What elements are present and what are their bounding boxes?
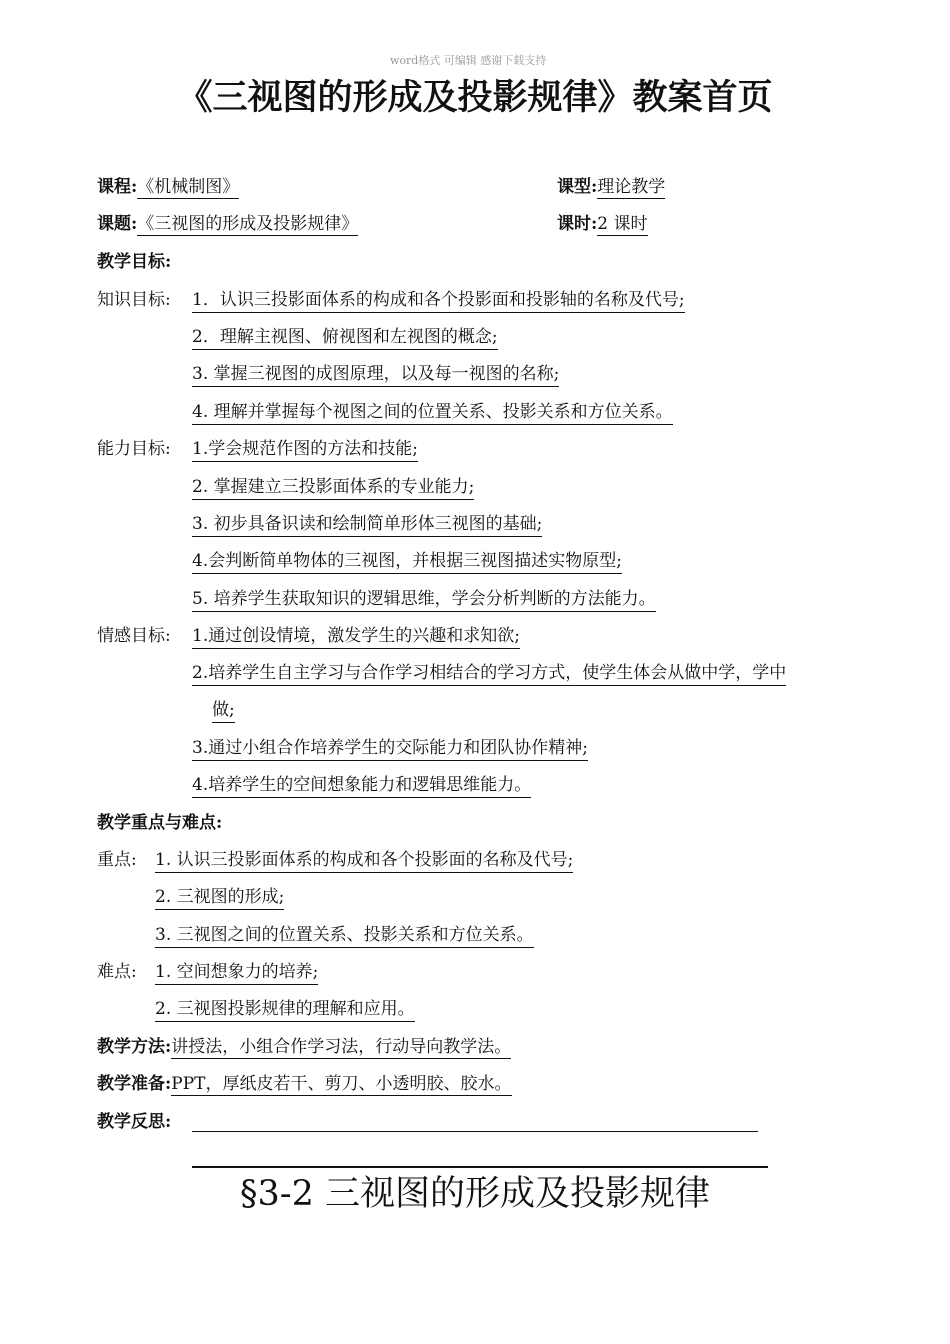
ability-item: 1.学会规范作图的方法和技能; — [192, 438, 418, 462]
emotion-item: 1.通过创设情境，激发学生的兴趣和求知欲; — [192, 625, 520, 649]
focus-item: 2. 三视图的形成; — [155, 886, 284, 910]
difficulty-item: 2. 三视图投影规律的理解和应用。 — [155, 998, 415, 1022]
course-type-label: 课型: — [557, 177, 598, 197]
difficulty-label: 难点: — [97, 962, 137, 982]
topic-label: 课题: — [97, 214, 138, 234]
key-points-heading: 教学重点与难点: — [97, 813, 223, 833]
reflection-label: 教学反思: — [97, 1112, 172, 1132]
topic-row — [97, 213, 358, 235]
emotion-item: 3.通过小组合作培养学生的交际能力和团队协作精神; — [192, 737, 588, 761]
method-row — [97, 1036, 511, 1058]
hours-value: 2 课时 — [597, 214, 648, 234]
emotion-label: 情感目标: — [97, 626, 171, 646]
focus-item: 3. 三视图之间的位置关系、投影关系和方位关系。 — [155, 924, 534, 948]
knowledge-item: 1．认识三投影面体系的构成和各个投影面和投影轴的名称及代号; — [192, 289, 685, 313]
course-row — [97, 176, 239, 198]
ability-item: 2. 掌握建立三投影面体系的专业能力; — [192, 476, 474, 500]
method-label: 教学方法: — [97, 1037, 172, 1057]
reflection-blank-line — [192, 1131, 758, 1132]
ability-item: 4.会判断简单物体的三视图，并根据三视图描述实物原型; — [192, 550, 622, 574]
difficulty-item: 1. 空间想象力的培养; — [155, 961, 318, 985]
emotion-item-continued: 做; — [212, 699, 235, 723]
emotion-item: 4.培养学生的空间想象能力和逻辑思维能力。 — [192, 774, 531, 798]
preparation-value: PPT，厚纸皮若干、剪刀、小透明胶、胶水。 — [171, 1074, 512, 1094]
method-value: 讲授法，小组合作学习法，行动导向教学法。 — [171, 1037, 512, 1057]
ability-item: 3. 初步具备识读和绘制简单形体三视图的基础; — [192, 513, 542, 537]
topic-value: 《三视图的形成及投影规律》 — [137, 214, 359, 234]
course-label: 课程: — [97, 177, 138, 197]
ability-item: 5. 培养学生获取知识的逻辑思维，学会分析判断的方法能力。 — [192, 588, 656, 612]
watermark: word格式 可编辑 感谢下载支持 — [390, 54, 547, 67]
knowledge-item: 4. 理解并掌握每个视图之间的位置关系、投影关系和方位关系。 — [192, 401, 673, 425]
hours-row — [557, 213, 648, 235]
preparation-label: 教学准备: — [97, 1074, 172, 1094]
course-type-row — [557, 176, 665, 198]
course-type-value: 理论教学 — [597, 177, 666, 197]
ability-label: 能力目标: — [97, 439, 171, 459]
focus-item: 1. 认识三投影面体系的构成和各个投影面的名称及代号; — [155, 849, 573, 873]
objectives-heading: 教学目标: — [97, 252, 172, 272]
section-title: §3-2 三视图的形成及投影规律 — [240, 1174, 710, 1214]
emotion-item: 2.培养学生自主学习与合作学习相结合的学习方式，使学生体会从做中学，学中 — [192, 662, 786, 686]
page-title: 《三视图的形成及投影规律》教案首页 — [177, 77, 773, 118]
preparation-row — [97, 1073, 512, 1095]
focus-label: 重点: — [97, 850, 137, 870]
knowledge-item: 3. 掌握三视图的成图原理，以及每一视图的名称; — [192, 363, 559, 387]
knowledge-item: 2．理解主视图、俯视图和左视图的概念; — [192, 326, 498, 350]
knowledge-label: 知识目标: — [97, 290, 171, 310]
hours-label: 课时: — [557, 214, 598, 234]
course-value: 《机械制图》 — [137, 177, 240, 197]
